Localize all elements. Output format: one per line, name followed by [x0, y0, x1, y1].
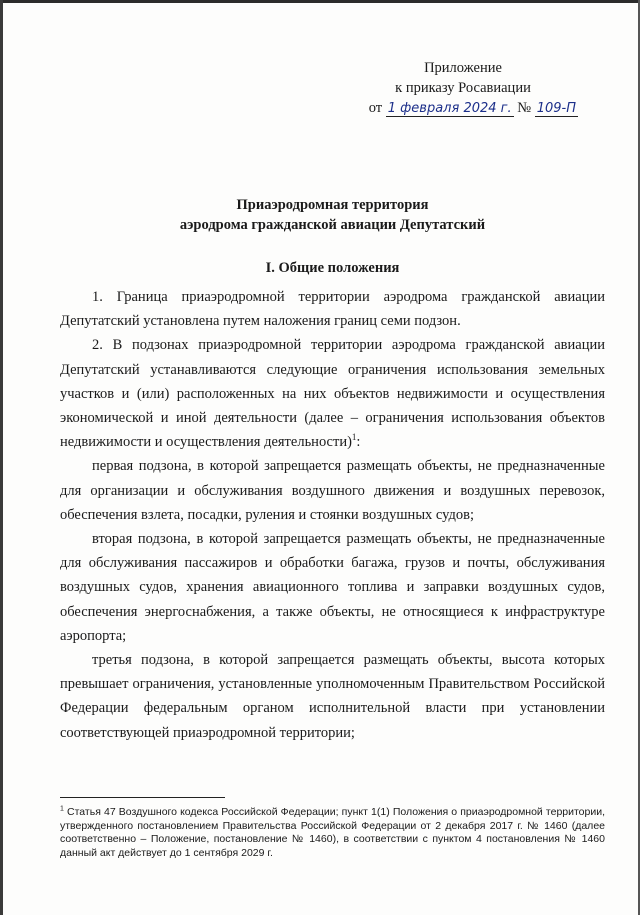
- handwritten-date: 1 февраля 2024 г.: [387, 101, 512, 116]
- appendix-date-line: [348, 98, 578, 119]
- number-sign: №: [517, 100, 532, 116]
- footnote: [60, 806, 605, 860]
- subzone-3: третья подзона, в которой запрещается размещать объекты, высота которых превышает ограничения, установленные уполномоченным Правительством Российской Федерации федеральным органом исполнительной власти при установлении соответствующей приаэродромной территории;: [60, 652, 605, 741]
- footnote-reference: 1: [351, 432, 357, 443]
- subzone-1: первая подзона, в которой запрещается размещать объекты, не предназначенные для организации и обслуживания воздушного движения и воздушных перевозок, обеспечения взлета, посадки, руления и стоянки воздушных судов;: [60, 458, 605, 523]
- appendix-line1: Приложение: [424, 60, 502, 76]
- footnote-separator: [60, 797, 225, 798]
- footnote-text: Статья 47 Воздушного кодекса Российской Федерации; пункт 1(1) Положения о приаэродромной территории, утвержденного постановлением Правительства Российской Федерации от 2 декабря 2017 г. № 1460 (далее соответственно – Положение, постановление № 1460), в соответствии с пунктом 4 постановления № 1460 данный акт действует до 1 сентября 2029 г.: [60, 806, 606, 859]
- handwritten-number: 109-П: [536, 101, 576, 116]
- footnote-marker: 1: [60, 805, 64, 813]
- appendix-block: [348, 58, 578, 119]
- scan-border-top: [0, 0, 640, 3]
- paragraph-1: 1. Граница приаэродромной территории аэродрома гражданской авиации Депутатский установлена путем наложения границ семи подзон.: [60, 289, 605, 330]
- section-heading: I. Общие положения: [265, 260, 400, 276]
- appendix-line2: к приказу Росавиации: [395, 80, 531, 96]
- paragraph-2: [60, 333, 605, 454]
- title-line2: аэродрома гражданской авиации Депутатский: [179, 217, 486, 233]
- subzone-2: вторая подзона, в которой запрещается размещать объекты, не предназначенные для обслуживания пассажиров и обработки багажа, грузов и почты, обслуживания воздушных судов, хранения авиационного топлива и заправки воздушных судов, обеспечения энергоснабжения, а также объекты, не относящиеся к инфраструктуре аэропорта;: [60, 531, 605, 644]
- paragraph-2-text: 2. В подзонах приаэродромной территории аэродрома гражданской авиации Депутатский устанавливаются следующие ограничения использования земельных участков и (или) расположенных на них объектов недвижимости и осуществления экономической и иной деятельности (далее – ограничения использования объектов недвижимости и осуществления деятельности): [60, 337, 605, 451]
- body-text: [60, 285, 605, 745]
- paragraph-2-colon: :: [356, 434, 361, 451]
- scan-border-left: [0, 0, 3, 915]
- title-line1: Приаэродромная территория: [236, 197, 429, 213]
- date-prefix: от: [368, 100, 383, 116]
